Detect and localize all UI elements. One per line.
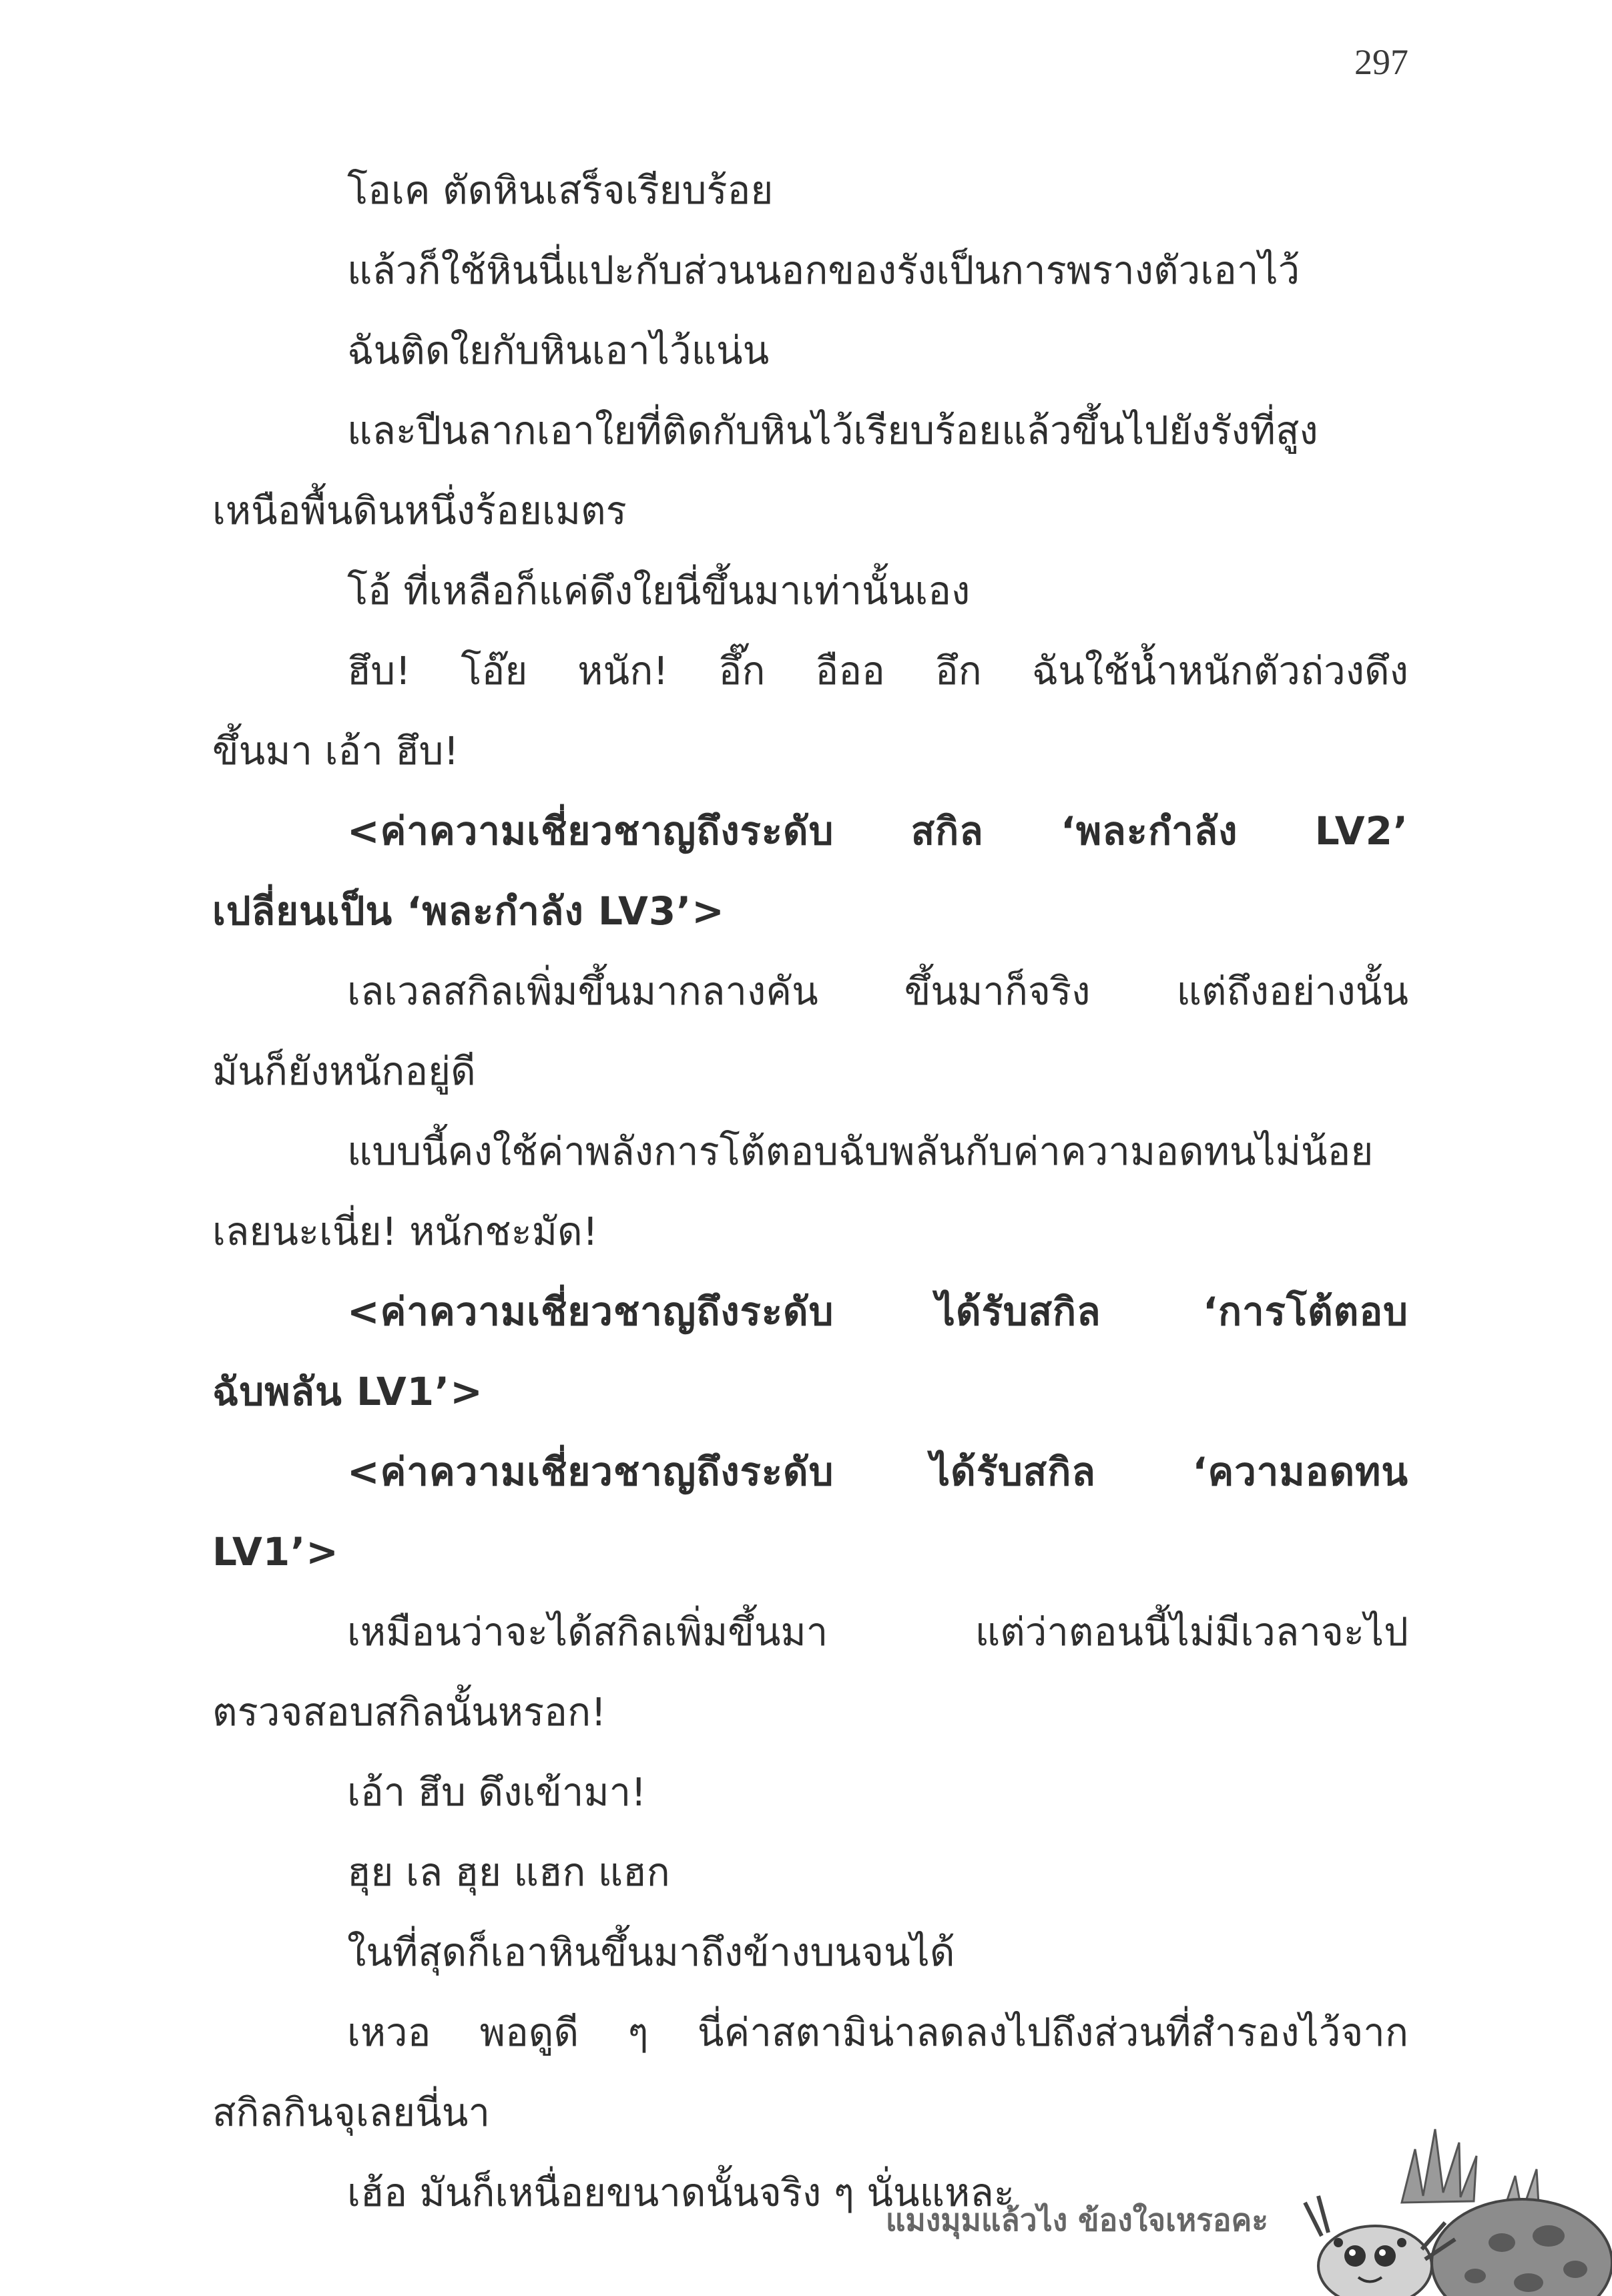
paragraph-line: มันก็ยังหนักอยู่ดี <box>212 1049 476 1094</box>
paragraph-line: แบบนี้คงใช้ค่าพลังการโต้ตอบฉับพลันกับค่าความอดทนไม่น้อย <box>347 1129 1374 1174</box>
system-message-line: <ค่าความเชี่ยวชาญถึงระดับ สกิล ‘พละกำลัง LV2’ <box>347 808 1408 854</box>
running-footer-title: แมงมุมแล้วไง ข้องใจเหรอคะ <box>885 2202 1268 2238</box>
paragraph-line: ฮึบ! โอ๊ย หนัก! อึ๊ก อืออ อึก ฉันใช้น้ำหนักตัวถ่วงดึง <box>347 648 1408 693</box>
paragraph-line: และปีนลากเอาใยที่ติดกับหินไว้เรียบร้อยแล้วขึ้นไปยังรังที่สูง <box>347 408 1318 453</box>
paragraph-line: เหนือพื้นดินหนึ่งร้อยเมตร <box>212 488 627 533</box>
system-message-line: เปลี่ยนเป็น ‘พละกำลัง LV3’> <box>212 888 725 934</box>
system-message-line: LV1’> <box>212 1529 339 1574</box>
paragraph-line: ขึ้นมา เอ้า ฮึบ! <box>212 728 459 774</box>
paragraph-line: ตรวจสอบสกิลนั้นหรอก! <box>212 1689 607 1735</box>
system-message-line: <ค่าความเชี่ยวชาญถึงระดับ ได้รับสกิล ‘การโต้ตอบ <box>347 1289 1408 1334</box>
paragraph-line: โอ้ ที่เหลือก็แค่ดึงใยนี่ขึ้นมาเท่านั้นเอง <box>347 568 971 613</box>
paragraph-line: สกิลกินจุเลยนี่นา <box>212 2090 491 2135</box>
paragraph-line: โอเค ตัดหินเสร็จเรียบร้อย <box>347 168 774 213</box>
body-text <box>212 150 1408 2233</box>
spider-mascot-illustration <box>1302 2122 1612 2296</box>
paragraph-line: เฮ้อ มันก็เหนื่อยขนาดนั้นจริง ๆ นั่นแหละ <box>347 2170 1015 2215</box>
paragraph-line: เลยนะเนี่ย! หนักชะมัด! <box>212 1209 598 1254</box>
paragraph-line: ในที่สุดก็เอาหินขึ้นมาถึงข้างบนจนได้ <box>347 1930 955 1975</box>
paragraph-line: แล้วก็ใช้หินนี่แปะกับส่วนนอกของรังเป็นการพรางตัวเอาไว้ <box>347 248 1300 293</box>
system-message-line: ฉับพลัน LV1’> <box>212 1369 483 1414</box>
paragraph-line: ฉันติดใยกับหินเอาไว้แน่น <box>347 328 770 373</box>
paragraph-line: เอ้า ฮึบ ดึงเข้ามา! <box>347 1769 647 1815</box>
system-message-line: <ค่าความเชี่ยวชาญถึงระดับ ได้รับสกิล ‘ความอดทน <box>347 1449 1408 1494</box>
paragraph-line: เหมือนว่าจะได้สกิลเพิ่มขึ้นมา แต่ว่าตอนนี้ไม่มีเวลาจะไป <box>347 1609 1408 1655</box>
paragraph-line: ฮุย เล ฮุย แฮก แฮก <box>347 1849 670 1895</box>
page-number: 297 <box>1354 42 1408 82</box>
paragraph-line: เลเวลสกิลเพิ่มขึ้นมากลางคัน ขึ้นมาก็จริง แต่ถึงอย่างนั้น <box>347 968 1408 1014</box>
paragraph-line: เหวอ พอดูดี ๆ นี่ค่าสตามิน่าลดลงไปถึงส่วนที่สำรองไว้จาก <box>347 2010 1408 2055</box>
